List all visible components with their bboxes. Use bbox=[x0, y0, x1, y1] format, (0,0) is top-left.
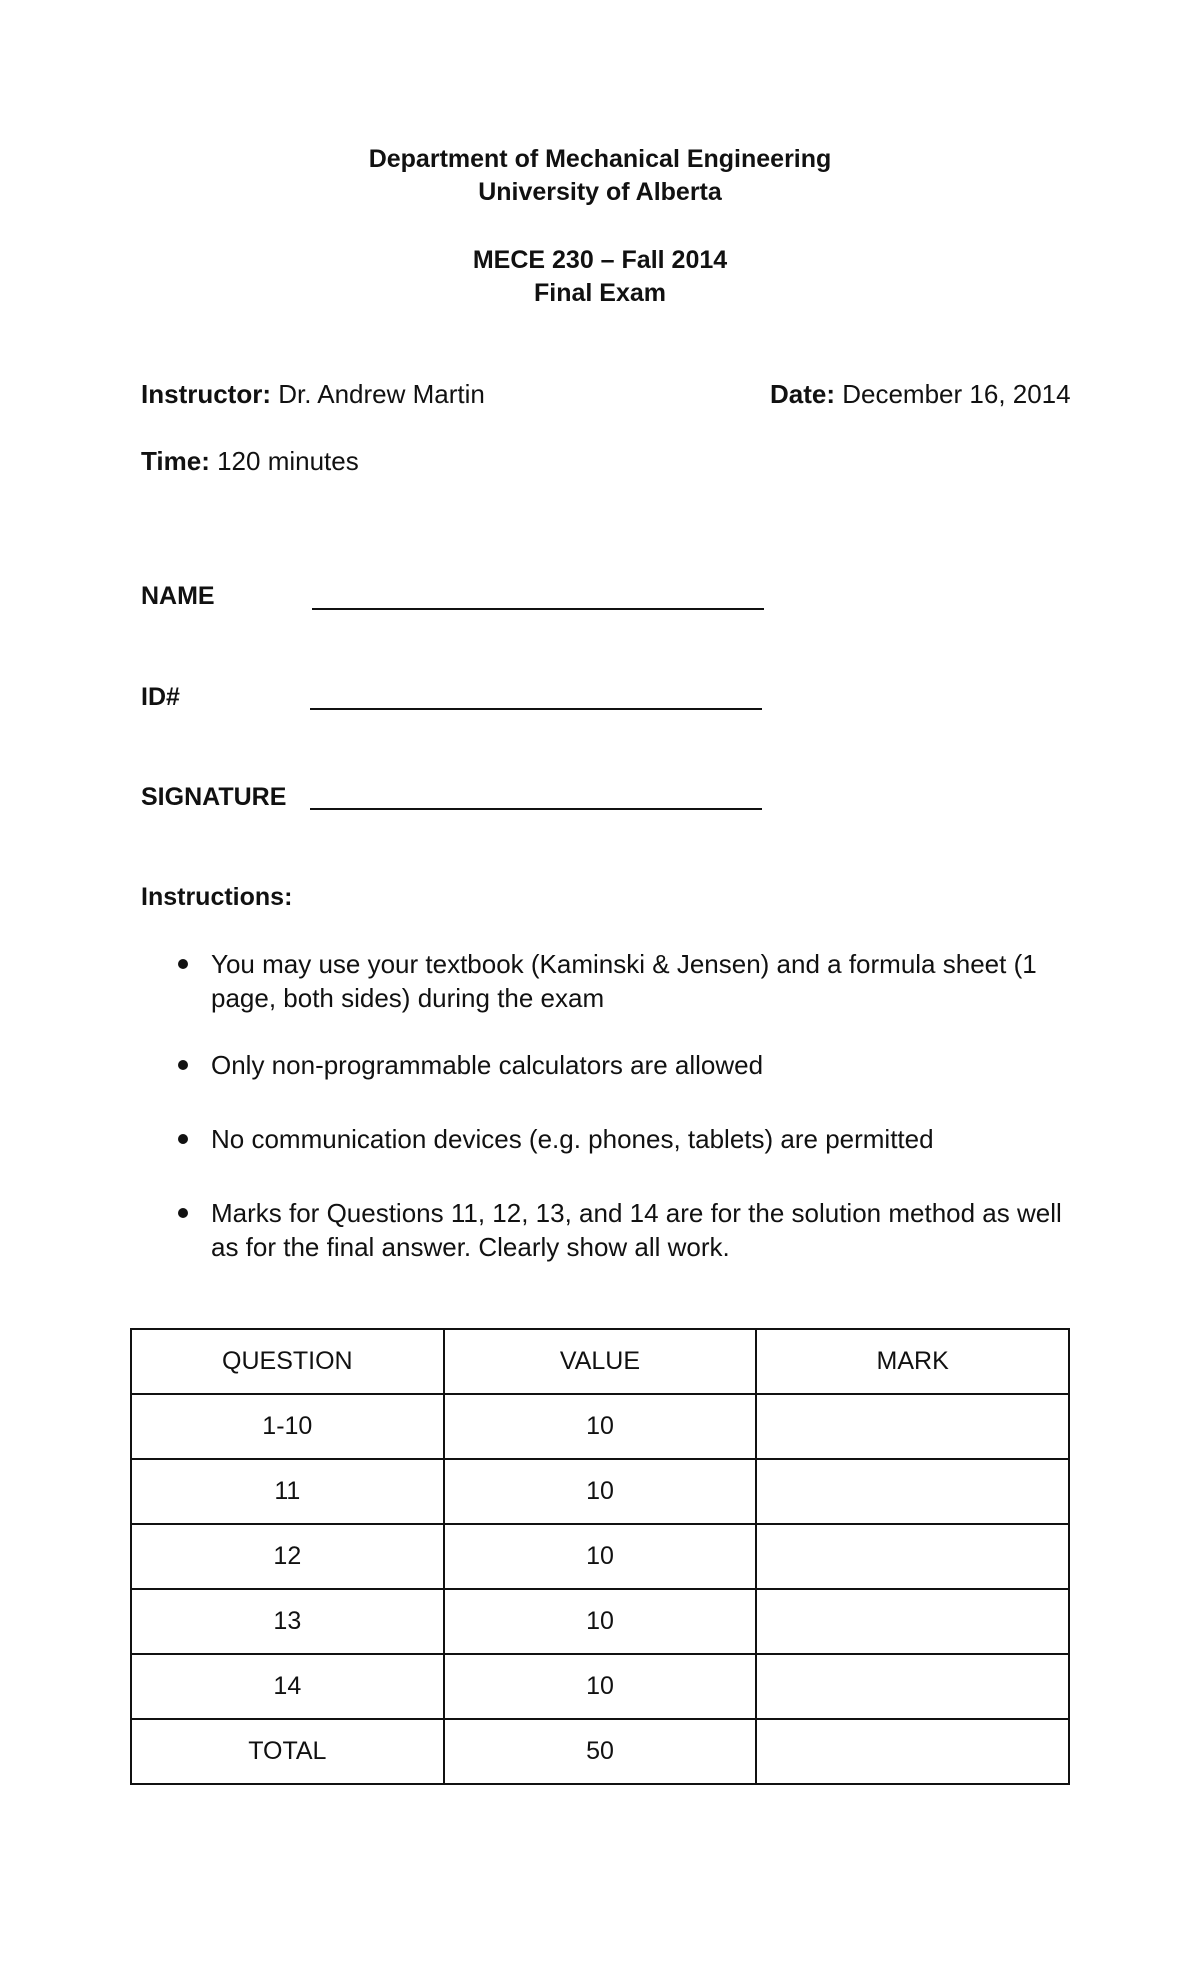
table-header-row bbox=[131, 1329, 1069, 1394]
date-label: Date: bbox=[770, 379, 836, 409]
value-cell: 10 bbox=[444, 1459, 757, 1524]
id-blank-line bbox=[310, 708, 762, 710]
signature-blank-line bbox=[310, 808, 762, 810]
question-cell: 13 bbox=[131, 1589, 444, 1654]
instructor-line bbox=[141, 377, 485, 411]
marks-table bbox=[130, 1328, 1070, 1785]
list-item: You may use your textbook (Kaminski & Jensen) and a formula sheet (1 page, both sides) during the exam bbox=[211, 949, 1037, 1013]
instructor-value: Dr. Andrew Martin bbox=[271, 379, 485, 409]
table-row bbox=[131, 1524, 1069, 1589]
mark-cell[interactable] bbox=[756, 1654, 1069, 1719]
list-item: Only non-programmable calculators are allowed bbox=[211, 1050, 764, 1080]
mark-cell[interactable] bbox=[756, 1459, 1069, 1524]
exam-title: Final Exam bbox=[534, 279, 666, 307]
instructions-title: Instructions: bbox=[141, 883, 293, 911]
value-cell: 50 bbox=[444, 1719, 757, 1784]
instructor-label: Instructor: bbox=[141, 379, 271, 409]
bullet-icon bbox=[178, 1060, 188, 1070]
mark-cell[interactable] bbox=[756, 1524, 1069, 1589]
name-label: NAME bbox=[141, 582, 215, 610]
header-question: QUESTION bbox=[131, 1329, 444, 1394]
value-cell: 10 bbox=[444, 1654, 757, 1719]
list-item: Marks for Questions 11, 12, 13, and 14 are for the solution method as well as for the final answer. Clearly show all work. bbox=[211, 1198, 1062, 1262]
course-title: MECE 230 – Fall 2014 bbox=[472, 246, 728, 274]
question-cell: 12 bbox=[131, 1524, 444, 1589]
table-row bbox=[131, 1394, 1069, 1459]
value-cell: 10 bbox=[444, 1394, 757, 1459]
id-label: ID# bbox=[141, 683, 180, 711]
date-line bbox=[770, 377, 1071, 411]
value-cell: 10 bbox=[444, 1524, 757, 1589]
table-row bbox=[131, 1654, 1069, 1719]
table-row bbox=[131, 1589, 1069, 1654]
date-value: December 16, 2014 bbox=[835, 379, 1071, 409]
question-cell: 14 bbox=[131, 1654, 444, 1719]
bullet-icon bbox=[178, 1134, 188, 1144]
table-row bbox=[131, 1719, 1069, 1784]
bullet-icon bbox=[178, 959, 188, 969]
time-line bbox=[141, 444, 359, 478]
signature-label: SIGNATURE bbox=[141, 783, 287, 811]
mark-cell[interactable] bbox=[756, 1589, 1069, 1654]
department-title: Department of Mechanical Engineering bbox=[368, 145, 832, 173]
mark-cell[interactable] bbox=[756, 1719, 1069, 1784]
question-cell: 1-10 bbox=[131, 1394, 444, 1459]
time-value: 120 minutes bbox=[209, 446, 359, 476]
question-cell: 11 bbox=[131, 1459, 444, 1524]
value-cell: 10 bbox=[444, 1589, 757, 1654]
bullet-icon bbox=[178, 1208, 188, 1218]
university-title: University of Alberta bbox=[478, 178, 722, 206]
mark-cell[interactable] bbox=[756, 1394, 1069, 1459]
time-label: Time: bbox=[141, 446, 210, 476]
table-row bbox=[131, 1459, 1069, 1524]
question-cell: TOTAL bbox=[131, 1719, 444, 1784]
header-value: VALUE bbox=[444, 1329, 757, 1394]
list-item: No communication devices (e.g. phones, tablets) are permitted bbox=[211, 1124, 934, 1154]
header-mark: MARK bbox=[756, 1329, 1069, 1394]
name-blank-line bbox=[312, 608, 764, 610]
